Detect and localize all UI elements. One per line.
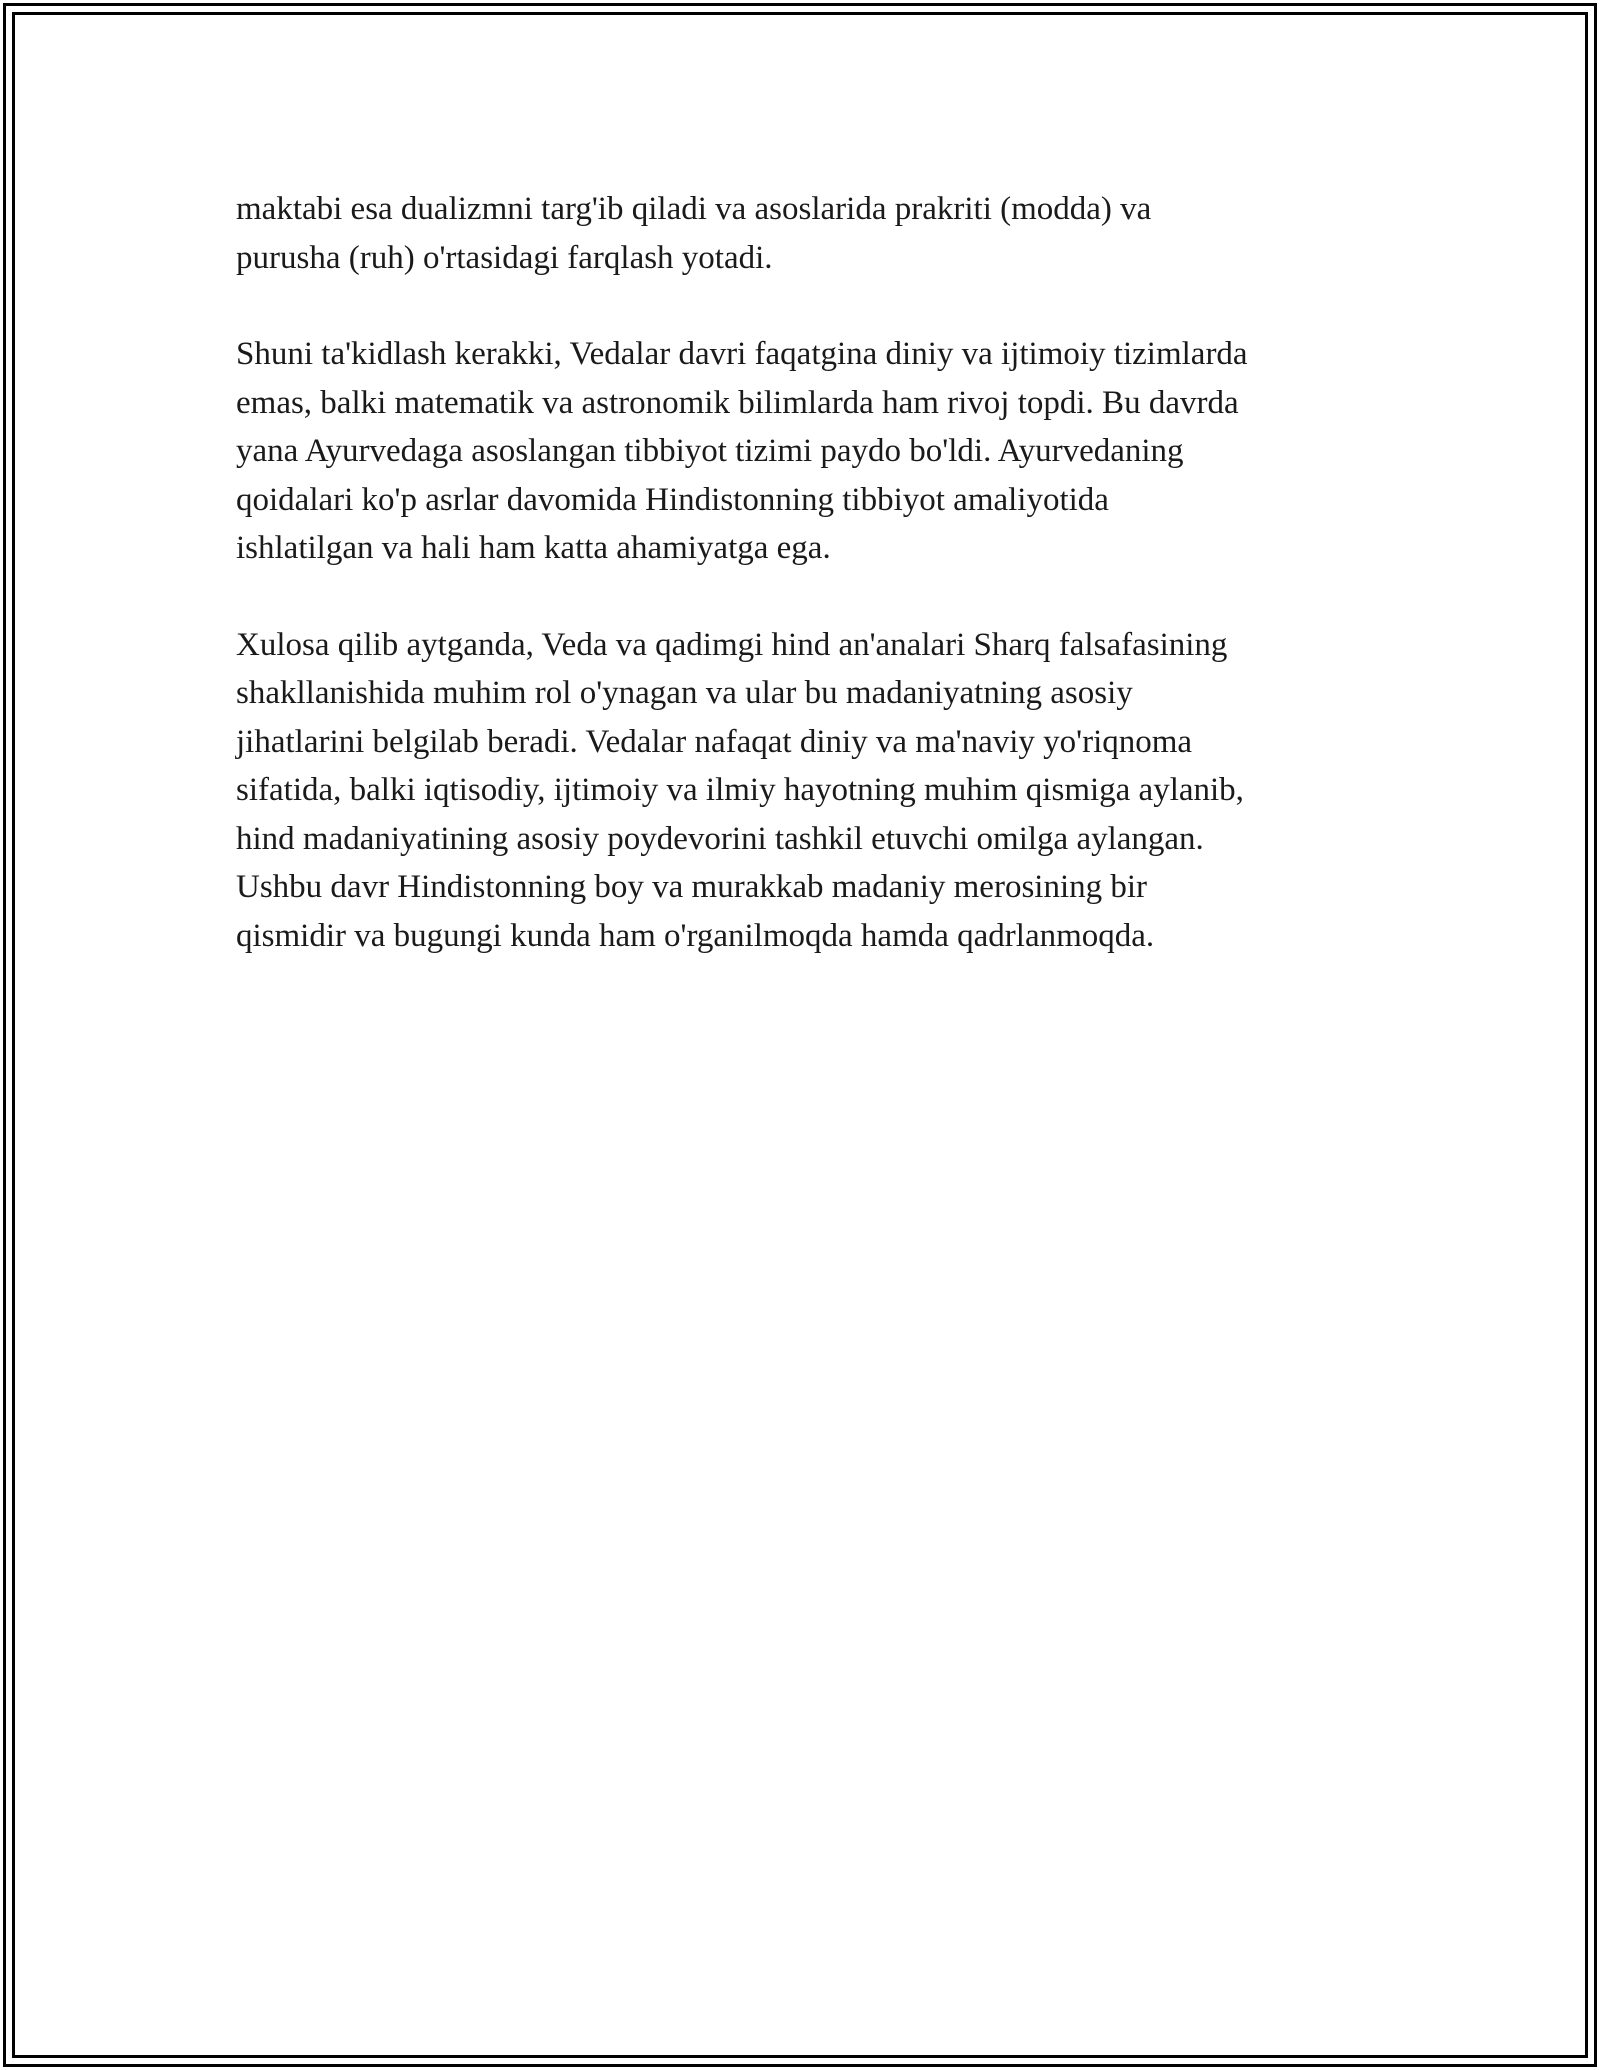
text-line: ishlatilgan va hali ham katta ahamiyatga ega. bbox=[236, 530, 831, 566]
text-line: shakllanishida muhim rol o'ynagan va ular bu madaniyatning asosiy bbox=[236, 675, 1133, 711]
text-line: sifatida, balki iqtisodiy, ijtimoiy va ilmiy hayotning muhim qismiga aylanib, bbox=[236, 772, 1244, 808]
paragraph-2 bbox=[236, 330, 1376, 573]
text-line: maktabi esa dualizmni targ'ib qiladi va asoslarida prakriti (modda) va bbox=[236, 191, 1152, 227]
paragraph-3 bbox=[236, 621, 1376, 961]
text-line: jihatlarini belgilab beradi. Vedalar nafaqat diniy va ma'naviy yo'riqnoma bbox=[236, 723, 1193, 760]
text-line: qismidir va bugungi kunda ham o'rganilmoqda hamda qadrlanmoqda. bbox=[236, 917, 1155, 954]
text-line: Ushbu davr Hindistonning boy va murakkab madaniy merosining bir bbox=[236, 869, 1148, 905]
text-line: Xulosa qilib aytganda, Veda va qadimgi hind an'analari Sharq falsafasining bbox=[236, 626, 1228, 663]
text-line: hind madaniyatining asosiy poydevorini tashkil etuvchi omilga aylangan. bbox=[236, 820, 1204, 857]
document-body bbox=[236, 185, 1376, 1008]
text-line: purusha (ruh) o'rtasidagi farqlash yotadi. bbox=[236, 239, 773, 276]
paragraph-1 bbox=[236, 185, 1376, 282]
text-line: yana Ayurvedaga asoslangan tibbiyot tizimi paydo bo'ldi. Ayurvedaning bbox=[236, 433, 1184, 469]
text-line: Shuni ta'kidlash kerakki, Vedalar davri faqatgina diniy va ijtimoiy tizimlarda bbox=[236, 336, 1248, 372]
text-line: emas, balki matematik va astronomik bilimlarda ham rivoj topdi. Bu davrda bbox=[236, 384, 1239, 421]
text-line: qoidalari ko'p asrlar davomida Hindistonning tibbiyot amaliyotida bbox=[236, 481, 1109, 518]
